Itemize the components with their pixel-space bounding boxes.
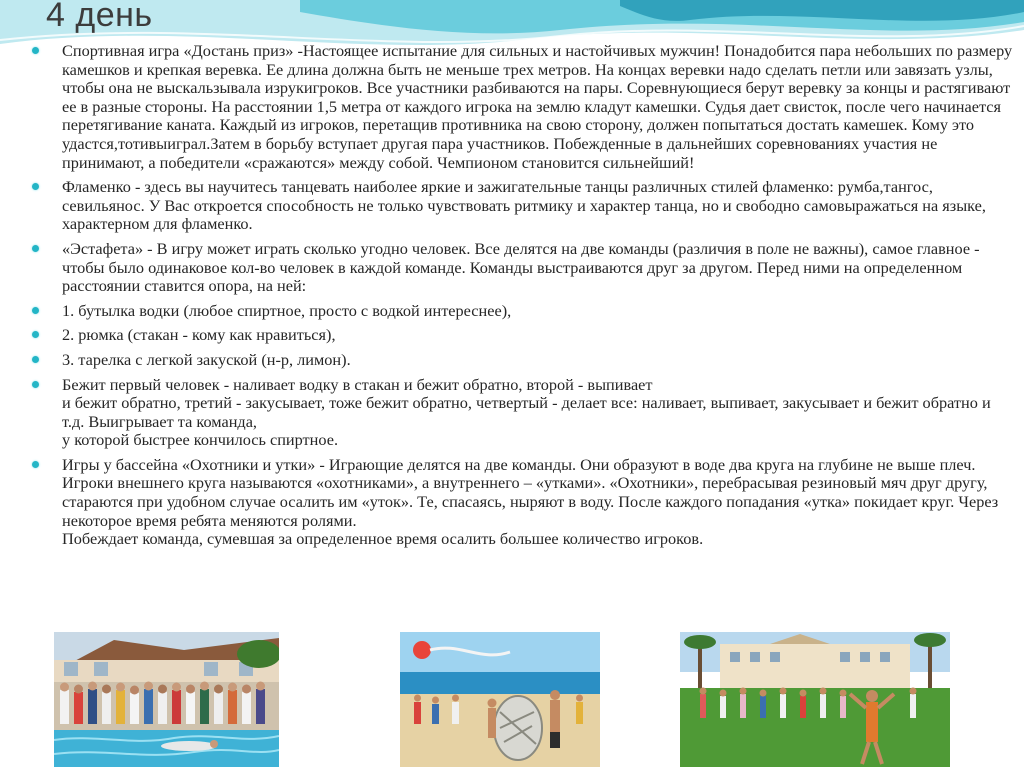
bullet-dot-icon: [32, 47, 39, 54]
bullet-dot-icon: [32, 183, 39, 190]
bullet-item: [30, 42, 1014, 172]
bullet-text: Спортивная игра «Достань приз» -Настоящее испытание для сильных и настойчивых мужчин! Понадобится пара небольших по размеру камешков и крепкая веревка. Ее длина должна быть не меньше трех метров. На концах веревки надо сделать петли или завязать узлы, чтобы она не выскальзывала изрукигроков. Все участники разбиваются на пары. Соревнующиеся берут веревку за концы и растягивают ее в разные стороны. На расстоянии 1,5 метра от каждого игрока на землю кладут камешки. Судья дает свисток, после чего начинается перетягивание каната. Каждый из игроков, перетащив противника на свою сторону, должен попытаться достать камешек. Кому это удастся,тотивыиграл.Затем в борьбу вступает другая пара участников. Побежденные в дальнейших соревнованиях участия не принимают, а победители «сражаются» между собой. Чемпионом становится сильнейший!: [62, 41, 1013, 172]
bullet-dot-icon: [32, 331, 39, 338]
bullet-dot-icon: [32, 307, 39, 314]
bullet-item: [30, 302, 1014, 321]
bullet-list: [30, 42, 1014, 555]
bullet-item: [30, 351, 1014, 370]
pool-party-photo: [54, 632, 279, 767]
bullet-text: Бежит первый человек - наливает водку в стакан и бежит обратно, второй - выпивает и бежит обратно, третий - закусывает, тоже бежит обратно, четвертый - делает все: наливает, выпивает, закусывает и бежит обратно и т.д. Выигрывает та команда, у которой быстрее кончилось спиртное.: [62, 374, 991, 450]
bullet-item: [30, 178, 1014, 234]
beach-game-photo: [400, 632, 600, 767]
resort-lawn-photo: [680, 632, 950, 767]
bullet-text: Фламенко - здесь вы научитесь танцевать наиболее яркие и зажигательные танцы различных стилей фламенко: румба,тангос, севильянос. У Вас откроется способность не только чувствовать ритмику и характер танца, но и свободно самовыражаться на языке, характерном для фламенко.: [62, 177, 986, 234]
bullet-item: [30, 240, 1014, 296]
bullet-item: [30, 326, 1014, 345]
bullet-text: «Эстафета» - В игру может играть сколько угодно человек. Все делятся на две команды (различия в поле не важны), самое главное - чтобы было одинаковое кол-во человек в каждой команде. Команды выстраиваются друг за другом. Перед ними на определенном расстоянии ставится опора, на ней:: [62, 238, 980, 296]
bullet-text: 1. бутылка водки (любое спиртное, просто с водкой интереснее),: [62, 300, 512, 320]
bullet-dot-icon: [32, 461, 39, 468]
bullet-text: 2. рюмка (стакан - кому как нравиться),: [62, 325, 336, 345]
bullet-item: [30, 456, 1014, 549]
bullet-dot-icon: [32, 356, 39, 363]
bullet-text: 3. тарелка с легкой закуской (н-р, лимон).: [62, 349, 351, 369]
bullet-item: [30, 376, 1014, 450]
slide-title: 4 день: [46, 0, 153, 34]
bullet-dot-icon: [32, 381, 39, 388]
bullet-dot-icon: [32, 245, 39, 252]
bullet-text: Игры у бассейна «Охотники и утки» - Играющие делятся на две команды. Они образуют в воде два круга на глубине не выше плеч. Игроки внешнего круга называются «охотниками», а внутреннего – «утками». «Охотники», перебрасывая резиновый мяч друг другу, стараются при удобном случае осалить им «уток». Те, спасаясь, ныряют в воду. После каждого попадания «утка» покидает круг. Через некоторое время ребята меняются ролями. Побеждает команда, сумевшая за определенное время осалить большее количество игроков.: [62, 454, 999, 549]
